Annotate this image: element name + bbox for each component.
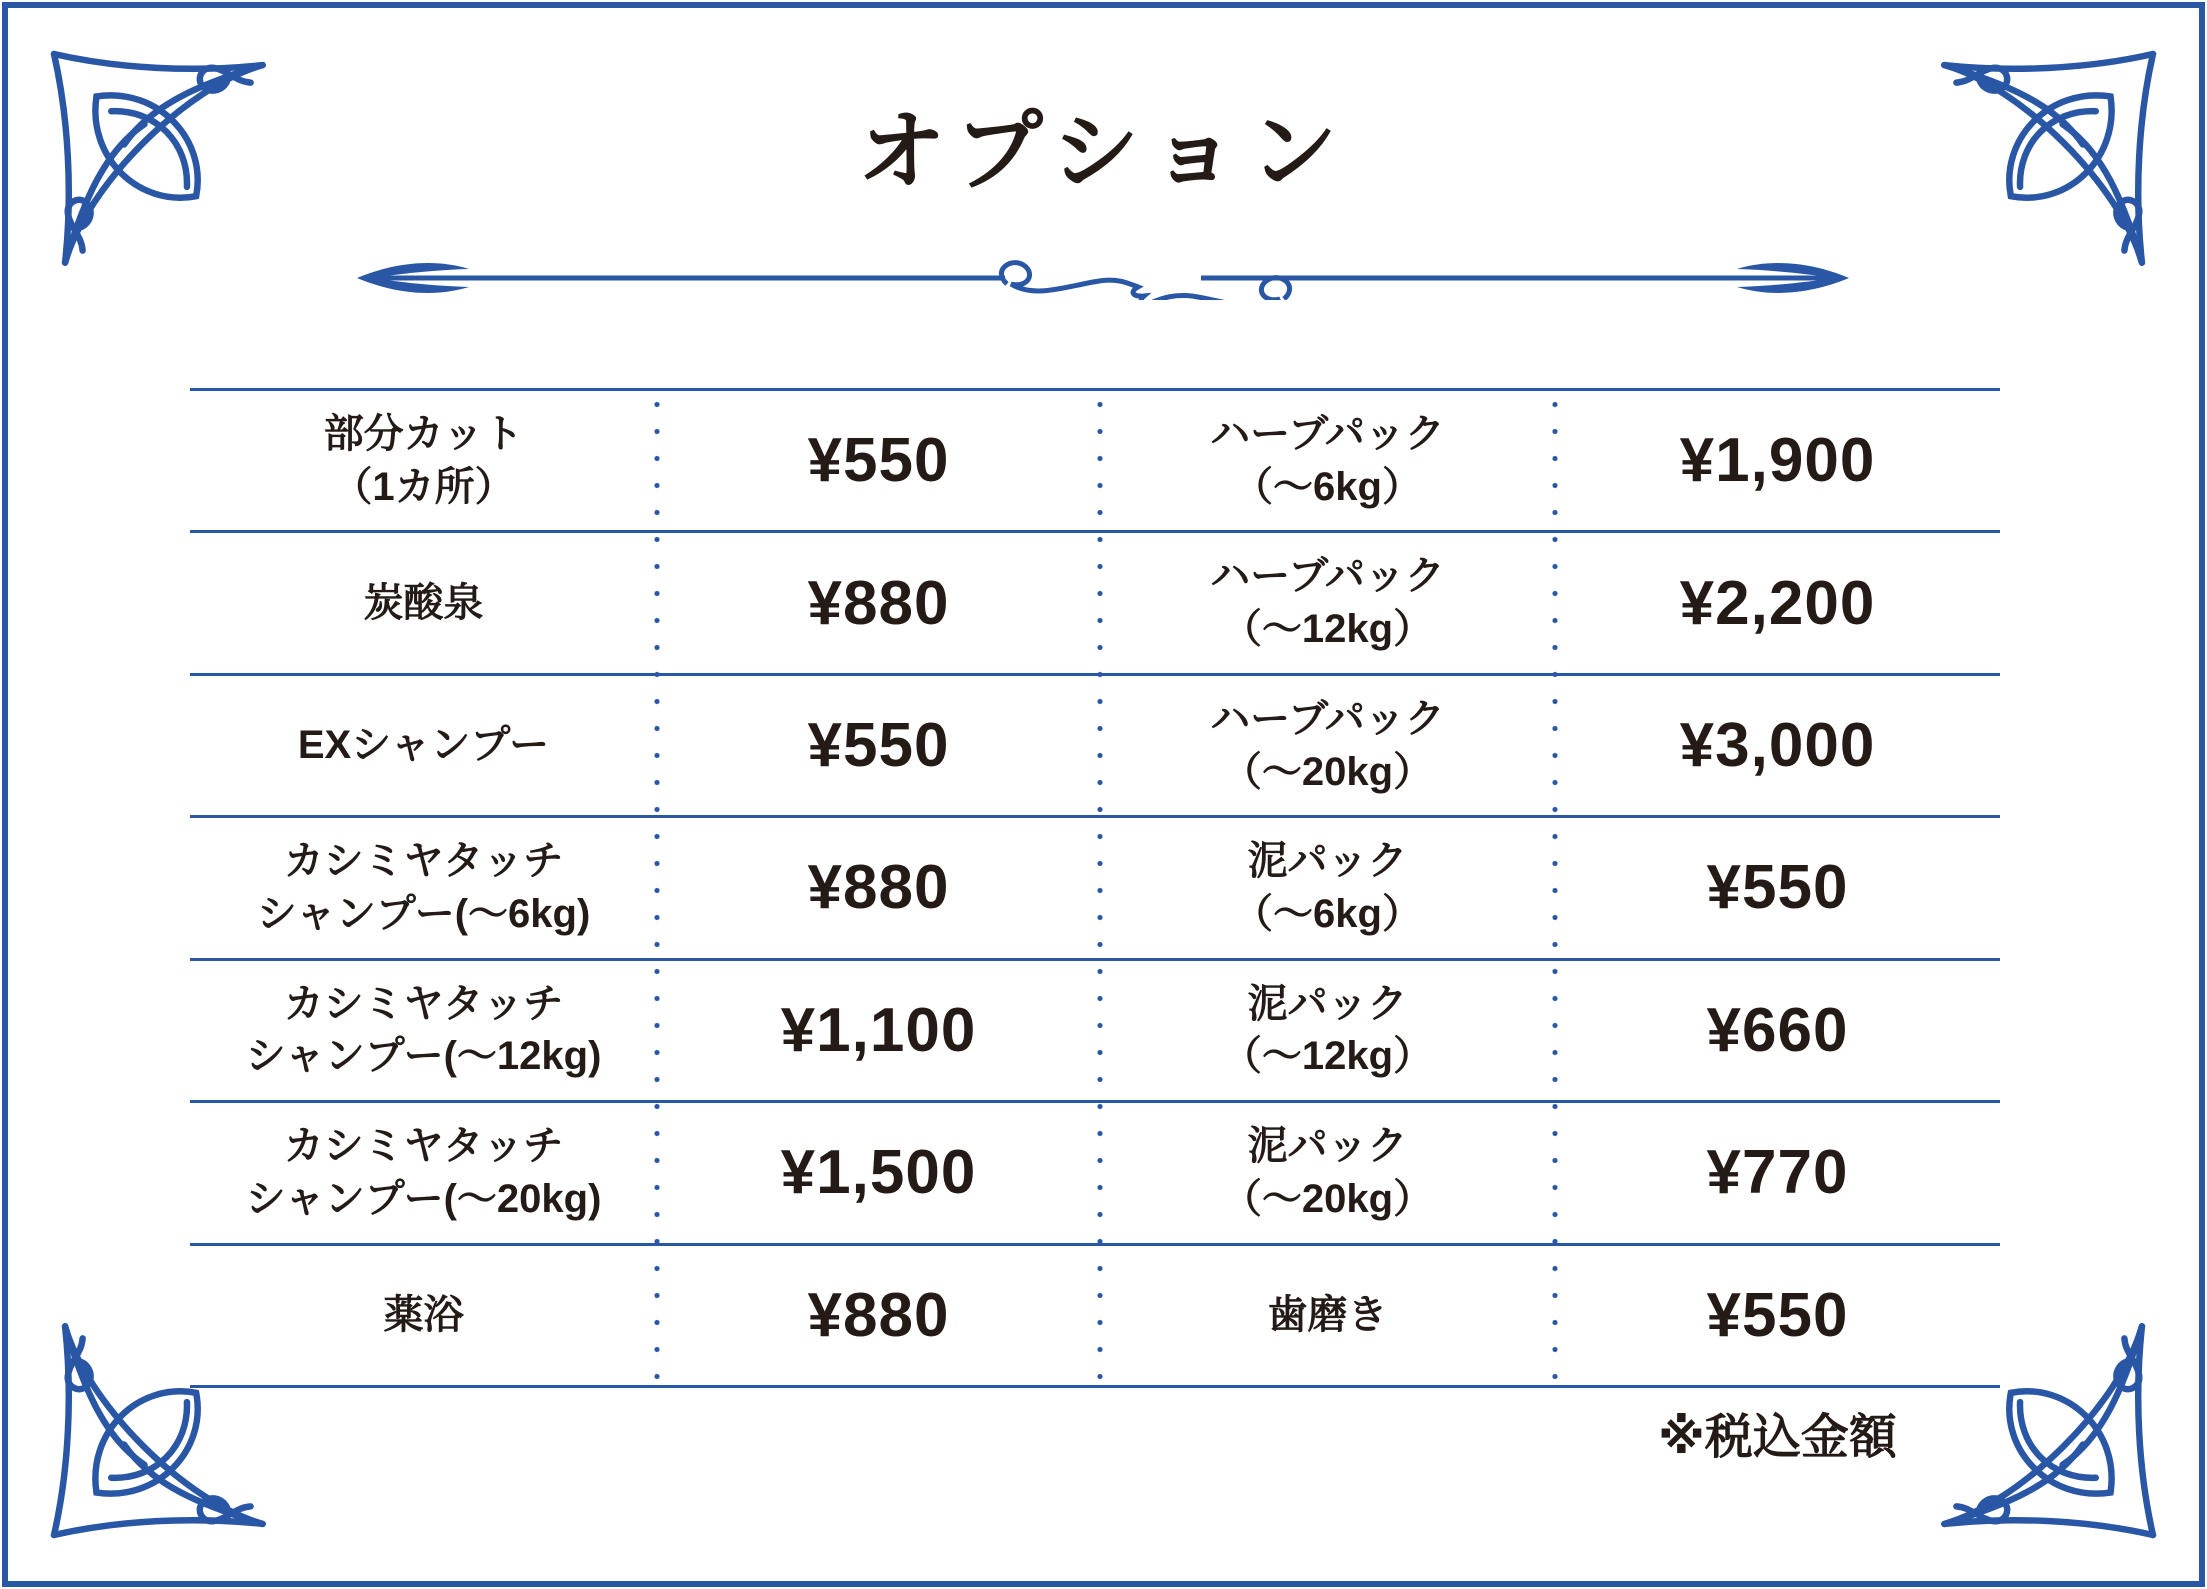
- service-price-cell: ¥550: [807, 711, 950, 781]
- service-name-line: シャンプー(〜6kg): [256, 891, 591, 936]
- service-name-cell: [190, 1103, 657, 1242]
- service-name-line: EXシャンプー: [297, 723, 550, 768]
- table-row: [190, 1243, 2000, 1385]
- service-name-line: （〜12kg）: [1221, 607, 1434, 652]
- service-name-cell: [1100, 818, 1555, 957]
- dotted-column-divider: [654, 391, 660, 1399]
- service-name-line: 泥パック: [1247, 981, 1408, 1026]
- service-name-line: 泥パック: [1247, 1124, 1408, 1169]
- service-name-line: カシミヤタッチ: [283, 1124, 564, 1169]
- service-name-line: （〜6kg）: [1233, 464, 1422, 509]
- service-price-cell: ¥880: [807, 1280, 950, 1350]
- service-name-line: （〜6kg）: [1233, 891, 1422, 936]
- service-price-cell: ¥770: [1706, 1138, 1849, 1208]
- table-row: [190, 388, 2000, 530]
- service-price-cell: ¥1,900: [1679, 426, 1876, 496]
- service-price-cell: ¥550: [807, 426, 950, 496]
- table-row: [190, 530, 2000, 672]
- page-title: オプション: [857, 102, 1350, 201]
- service-name-line: 歯磨き: [1267, 1292, 1388, 1337]
- decorative-divider-icon: [355, 256, 1851, 300]
- service-name-cell: [1100, 961, 1555, 1100]
- options-price-table: [190, 388, 2000, 1388]
- table-row: [190, 815, 2000, 957]
- service-price-cell: ¥1,500: [780, 1138, 977, 1208]
- service-price-cell: ¥660: [1706, 995, 1849, 1065]
- dotted-column-divider: [1552, 391, 1558, 1399]
- service-name-cell: [190, 961, 657, 1100]
- service-price-cell: ¥550: [1706, 1280, 1849, 1350]
- service-name-line: カシミヤタッチ: [283, 839, 564, 884]
- tax-included-note: ※税込金額: [1658, 1411, 1897, 1464]
- service-name-cell: [190, 676, 657, 815]
- dotted-column-divider: [1097, 391, 1103, 1399]
- service-name-line: （〜20kg）: [1221, 1176, 1434, 1221]
- service-name-cell: [1100, 1103, 1555, 1242]
- service-name-line: （〜20kg）: [1221, 749, 1434, 794]
- service-name-line: 部分カット: [323, 411, 524, 456]
- service-name-line: シャンプー(〜20kg): [245, 1176, 602, 1221]
- service-price-cell: ¥550: [1706, 853, 1849, 923]
- service-name-line: ハーブパック: [1210, 411, 1445, 456]
- service-price-cell: ¥3,000: [1679, 711, 1876, 781]
- service-name-cell: [190, 391, 657, 530]
- service-name-cell: [190, 1246, 657, 1385]
- service-name-cell: [1100, 676, 1555, 815]
- service-name-cell: [1100, 533, 1555, 672]
- table-row: [190, 673, 2000, 815]
- table-row: [190, 958, 2000, 1100]
- service-price-cell: ¥880: [807, 853, 950, 923]
- service-price-cell: ¥2,200: [1679, 568, 1876, 638]
- table-row: [190, 1100, 2000, 1242]
- service-name-line: ハーブパック: [1210, 696, 1445, 741]
- service-name-line: 泥パック: [1247, 839, 1408, 884]
- service-price-cell: ¥880: [807, 568, 950, 638]
- service-name-cell: [190, 533, 657, 672]
- service-name-line: （〜12kg）: [1221, 1034, 1434, 1079]
- service-name-line: シャンプー(〜12kg): [245, 1034, 602, 1079]
- service-name-line: カシミヤタッチ: [283, 981, 564, 1026]
- service-name-cell: [1100, 1246, 1555, 1385]
- service-price-cell: ¥1,100: [780, 995, 977, 1065]
- service-name-line: 炭酸泉: [363, 580, 484, 625]
- service-name-line: 薬浴: [383, 1292, 464, 1337]
- service-name-line: ハーブパック: [1210, 554, 1445, 599]
- service-name-cell: [1100, 391, 1555, 530]
- service-name-cell: [190, 818, 657, 957]
- service-name-line: （1カ所）: [332, 464, 515, 509]
